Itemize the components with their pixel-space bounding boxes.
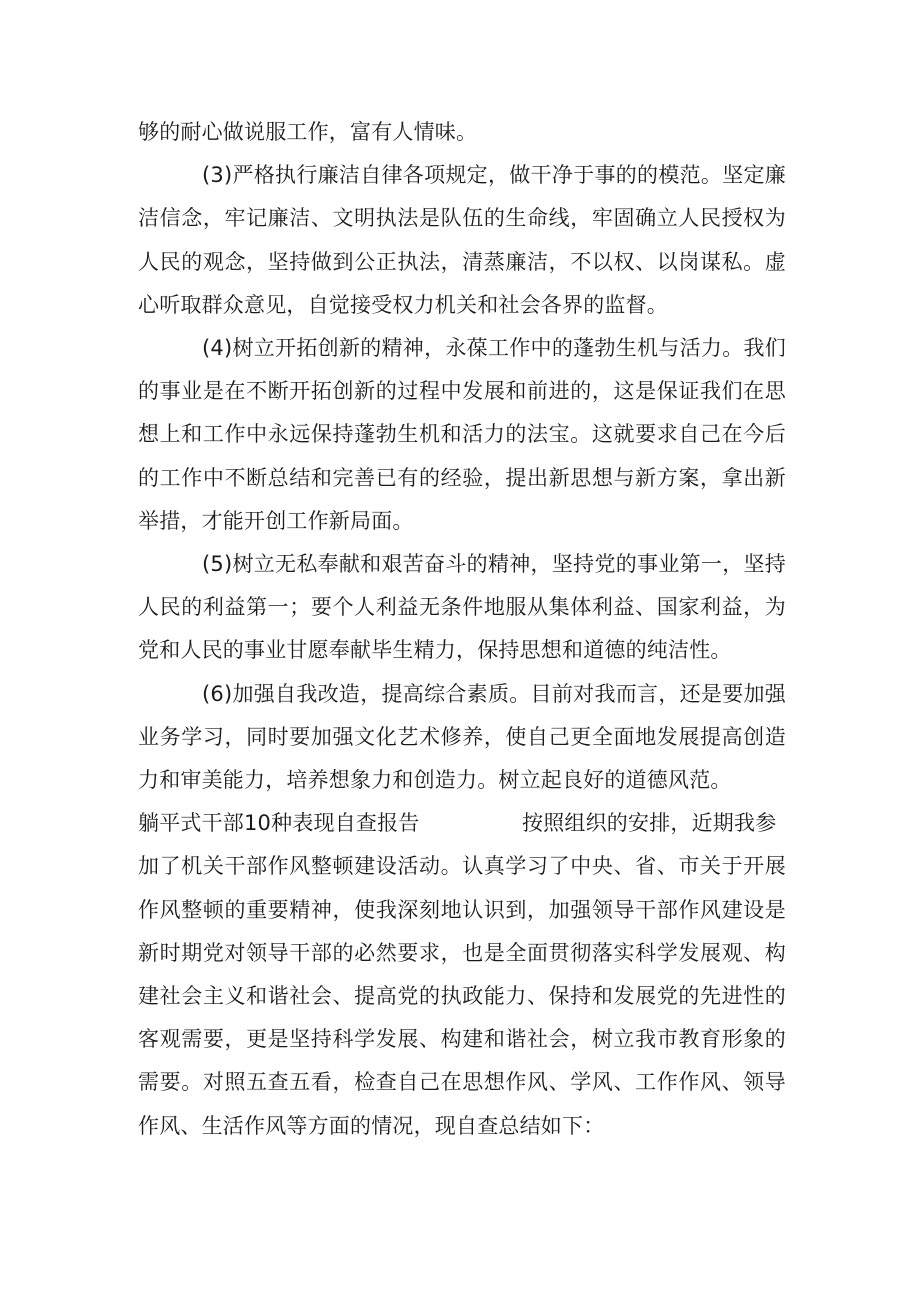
paragraph-item-5: (5)树立无私奉献和艰苦奋斗的精神，坚持党的事业第一，坚持人民的利益第一；要个人利益无条件地服从集体利益、国家利益，为党和人民的事业甘愿奉献毕生精力，保持思想和道德的纯洁性。 <box>138 552 786 663</box>
paragraph-item-6: (6)加强自我改造，提高综合素质。目前对我而言，还是要加强业务学习，同时要加强文化艺术修养，使自己更全面地发展提高创造力和审美能力，培养想象力和创造力。树立起良好的道德风范。 <box>138 681 786 793</box>
report-heading-line <box>138 802 786 845</box>
report-first-line-text: 按照组织的安排，近期我参 <box>522 811 777 836</box>
report-body-paragraph: 加了机关干部作风整顿建设活动。认真学习了中央、省、市关于开展作风整顿的重要精神，使我深刻地认识到，加强领导干部作风建设是新时期党对领导干部的必然要求，也是全面贯彻落实科学发展观、构建社会主义和谐社会、提高党的执政能力、保持和发展党的先进性的客观需要，更是坚持科学发展、构建和谐社会，树立我市教育形象的需要。对照五查五看，检查自己在思想作风、学风、工作作风、领导作风、生活作风等方面的情况，现自查总结如下： <box>138 854 786 1138</box>
paragraph-item-4: (4)树立开拓创新的精神，永葆工作中的蓬勃生机与活力。我们的事业是在不断开拓创新的过程中发展和前进的，这是保证我们在思想上和工作中永远保持蓬勃生机和活力的法宝。这就要求自己在今后的工作中不断总结和完善已有的经验，提出新思想与新方案，拿出新举措，才能开创工作新局面。 <box>138 336 786 533</box>
self-inspection-report <box>138 802 786 1148</box>
report-title: 躺平式干部10种表现自查报告 <box>138 811 420 836</box>
paragraph-continuation: 够的耐心做说服工作，富有人情味。 <box>138 120 478 144</box>
document-body <box>138 111 786 1148</box>
paragraph-item-3: (3)严格执行廉洁自律各项规定，做干净于事的的模范。坚定廉洁信念，牢记廉洁、文明执法是队伍的生命线，牢固确立人民授权为人民的观念，坚持做到公正执法，清蒸廉洁，不以权、以岗谋私。虚心听取群众意见，自觉接受权力机关和社会各界的监督。 <box>138 163 786 317</box>
